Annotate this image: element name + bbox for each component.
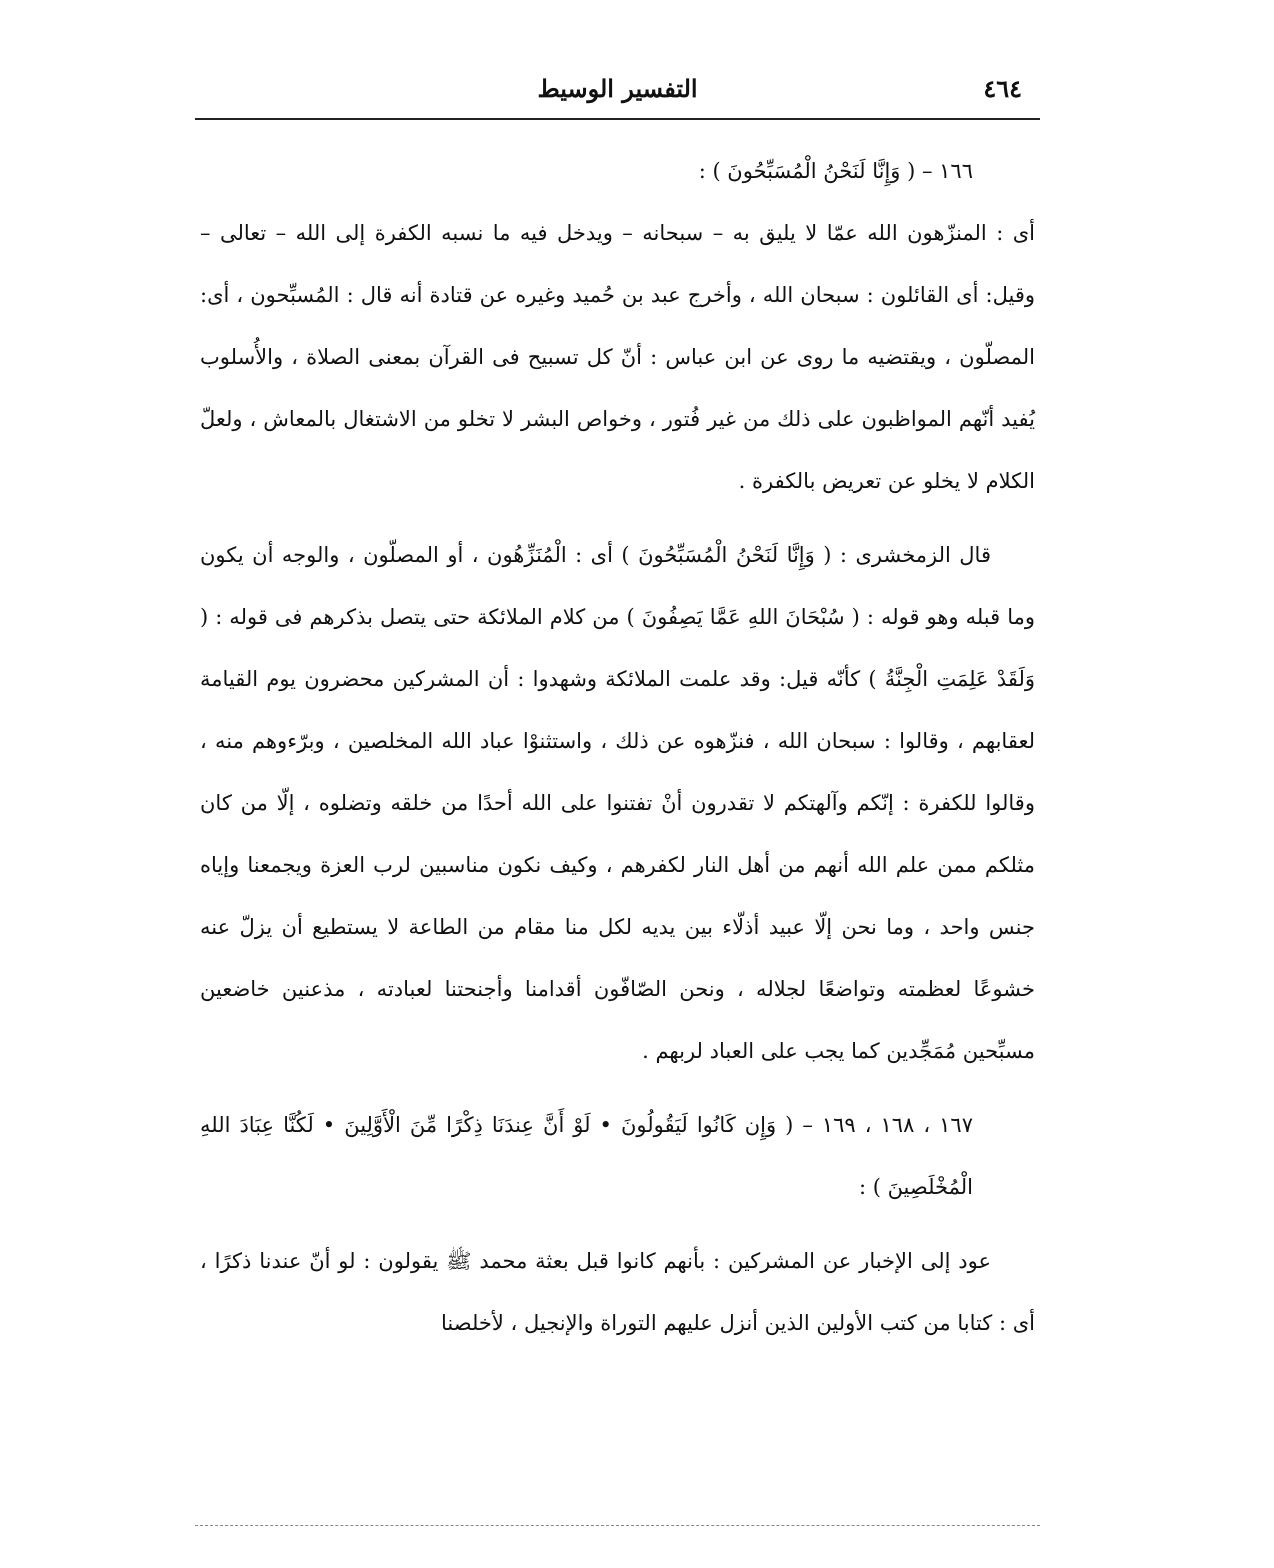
page-header (195, 70, 1040, 114)
page-number: ٤٦٤ (983, 74, 1022, 103)
running-title: التفسير الوسيط (537, 74, 698, 103)
verse-heading-166: ١٦٦ – ( وَإِنَّا لَنَحْنُ الْمُسَبِّحُونَ ) : (698, 159, 973, 183)
commentary-paragraph: أى : المنزّهون الله عمّا لا يليق به – سبحانه – ويدخل فيه ما نسبه الكفرة إلى الله – تعالى – وقيل: أى القائلون : سبحان الله ، وأخرج عبد بن حُميد وغيره عن قتادة أنه قال : المُسبِّحون ، أى: المصلّون ، ويقتضيه ما روى عن ابن عباس : أنّ كل تسبيح فى القرآن بمعنى الصلاة ، والأُسلوب يُفيد أنّهم المواظبون على ذلك من غير فُتور ، وخواص البشر لا تخلو من الاشتغال بالمعاش ، ولعلّ الكلام لا يخلو عن تعريض بالكفرة . (200, 221, 1035, 493)
page-body (200, 140, 1035, 1354)
commentary-paragraph: عود إلى الإخبار عن المشركين : بأنهم كانوا قبل بعثة محمد ﷺ يقولون : لو أنّ عندنا ذكرًا ، أى : كتابا من كتب الأولين الذين أنزل عليهم التوراة والإنجيل ، لأخلصنا (200, 1249, 1035, 1335)
header-divider (195, 118, 1040, 120)
verse-heading-167-169: ١٦٧ ، ١٦٨ ، ١٦٩ – ( وَإِن كَانُوا لَيَقُولُونَ • لَوْ أَنَّ عِندَنَا ذِكْرًا مِّنَ الْأَوَّلِينَ • لَكُنَّا عِبَادَ اللهِ الْمُخْلَصِينَ ) : (200, 1113, 973, 1199)
paragraph-spacer (200, 1082, 1035, 1094)
footer-divider (195, 1525, 1040, 1526)
paragraph-spacer (200, 512, 1035, 524)
commentary-paragraph: قال الزمخشرى : ( وَإِنَّا لَنَحْنُ الْمُسَبِّحُونَ ) أى : الْمُنَزِّهُون ، أو المصلّون ، والوجه أن يكون وما قبله وهو قوله : ( سُبْحَانَ اللهِ عَمَّا يَصِفُونَ ) من كلام الملائكة حتى يتصل بذكرهم فى قوله : ( وَلَقَدْ عَلِمَتِ الْجِنَّةُ ) كأنّه قيل: وقد علمت الملائكة وشهدوا : أن المشركين محضرون يوم القيامة لعقابهم ، وقالوا : سبحان الله ، فنزّهوه عن ذلك ، واستثنوْا عباد الله المخلصين ، وبرّءوهم منه ، وقالوا للكفرة : إنّكم وآلهتكم لا تقدرون أنْ تفتنوا على الله أحدًا من خلقه وتضلوه ، إلّا من كان مثلكم ممن علم الله أنهم من أهل النار لكفرهم ، وكيف نكون مناسبين لرب العزة ويجمعنا وإياه جنس واحد ، وما نحن إلّا عبيد أذلّاء بين يديه لكل منا مقام من الطاعة لا يستطيع أن يزلّ عنه خشوعًا لعظمته وتواضعًا لجلاله ، ونحن الصّافّون أقدامنا وأجنحتنا لعبادته ، مذعنين خاضعين مسبِّحين مُمَجِّدين كما يجب على العباد لربهم . (200, 543, 1035, 1063)
paragraph-spacer (200, 1218, 1035, 1230)
